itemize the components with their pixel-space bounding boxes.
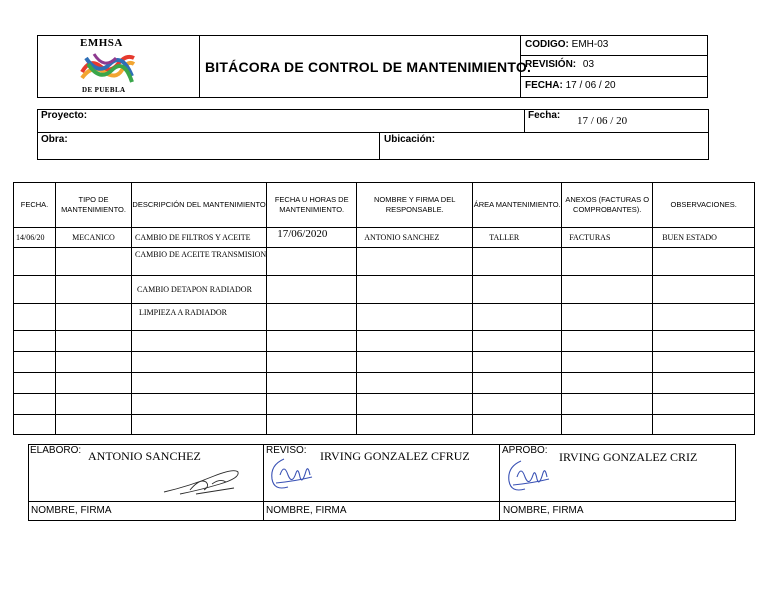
logo-bottom-text: DE PUEBLA [82,86,126,94]
table-row [14,331,755,352]
revision-row: REVISIÓN: 03 [525,59,595,70]
obra-label: Obra: [41,134,68,145]
table-row [14,276,755,304]
page-title: BITÁCORA DE CONTROL DE MANTENIMIENTO. [205,59,532,75]
cell-fecha-horas: 17/06/2020 [267,228,357,248]
cell-descripcion: CAMBIO DE FILTROS Y ACEITE [132,228,267,248]
elaboro-label: ELABORO: [30,445,82,456]
ubicacion-label: Ubicación: [384,134,436,145]
elaboro-name: ANTONIO SANCHEZ [88,449,201,463]
cell-fecha: 14/06/20 [14,228,56,248]
table-row [14,248,755,276]
aprobo-footer: NOMBRE, FIRMA [503,505,584,516]
col-header-fecha-horas: FECHA U HORAS DE MANTENIMIENTO. [267,183,357,228]
col-header-anexos: ANEXOS (FACTURAS O COMPROBANTES). [562,183,653,228]
proyecto-label: Proyecto: [41,110,88,121]
cell-descripcion: LIMPIEZA A RADIADOR [132,304,267,331]
cell-descripcion: CAMBIO DE ACEITE TRANSMISION [132,248,267,276]
reviso-signature-icon [266,455,316,493]
aprobo-signature-icon [503,457,553,495]
reviso-footer: NOMBRE, FIRMA [266,505,347,516]
cell-anexos: FACTURAS [562,228,653,248]
cell-tipo: MECANICO [56,228,132,248]
table-row [14,304,755,331]
cell-area: TALLER [473,228,562,248]
elaboro-footer: NOMBRE, FIRMA [31,505,112,516]
reviso-label: REVISO: [266,445,307,456]
table-row [14,394,755,415]
codigo-row: CODIGO: EMH-03 [525,39,609,50]
elaboro-signature-icon [160,464,244,498]
table-row [14,228,755,248]
table-header-row [14,183,755,228]
cell-descripcion: CAMBIO DETAPON RADIADOR [132,276,267,304]
col-header-responsable: NOMBRE Y FIRMA DEL RESPONSABLE. [357,183,473,228]
project-fecha-value: 17 / 06 / 20 [577,115,628,127]
fecha-row: FECHA: 17 / 06 / 20 [525,80,616,91]
maintenance-log-table [13,182,755,435]
logo-top-text: EMHSA [80,37,123,49]
revision-value: 03 [582,59,595,70]
col-header-descripcion: DESCRIPCIÓN DEL MANTENIMIENTO [132,183,267,228]
emhsa-logo-icon [78,50,138,86]
col-header-fecha: FECHA. [14,183,56,228]
reviso-name: IRVING GONZALEZ CFRUZ [320,449,470,463]
fecha-value: 17 / 06 / 20 [565,80,616,91]
codigo-value: EMH-03 [571,39,609,50]
project-fecha-label: Fecha: [528,110,561,121]
aprobo-label: APROBO: [502,445,548,456]
col-header-area: ÁREA MANTENIMIENTO. [473,183,562,228]
cell-observaciones: BUEN ESTADO [653,228,755,248]
col-header-tipo: TIPO DE MANTENIMIENTO. [56,183,132,228]
table-row [14,373,755,394]
table-row [14,352,755,373]
cell-responsable: ANTONIO SANCHEZ [357,228,473,248]
table-row [14,415,755,435]
aprobo-name: IRVING GONZALEZ CRIZ [559,450,698,464]
col-header-observaciones: OBSERVACIONES. [653,183,755,228]
header-logo-divider [199,35,200,98]
